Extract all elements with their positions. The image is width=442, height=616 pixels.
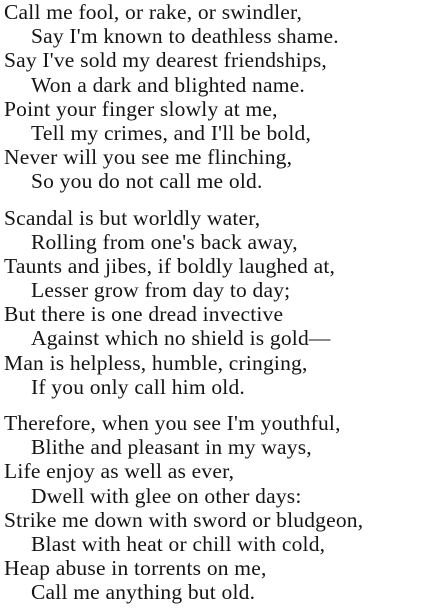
poem-line: Call me anything but old. <box>31 580 256 605</box>
poem-line: Say I'm known to deathless shame. <box>31 24 339 49</box>
poem-line: Strike me down with sword or bludgeon, <box>4 507 364 532</box>
poem-line: Heap abuse in torrents on me, <box>4 556 267 581</box>
stanza-3 <box>0 411 442 605</box>
poem-line: Tell my crimes, and I'll be bold, <box>31 120 312 145</box>
poem-line: Therefore, when you see I'm youthful, <box>4 411 341 435</box>
poem-line: Taunts and jibes, if boldly laughed at, <box>4 253 336 278</box>
poem-line: Blast with heat or chill with cold, <box>31 531 326 556</box>
poem-line: Won a dark and blighted name. <box>31 72 305 97</box>
poem-line: If you only call him old. <box>31 374 245 399</box>
poem-line: Blithe and pleasant in my ways, <box>31 435 312 460</box>
stanza-1 <box>0 0 442 194</box>
poem-line: Rolling from one's back away, <box>31 229 298 254</box>
poem-line: But there is one dread invective <box>4 302 284 327</box>
poem-line: Life enjoy as well as ever, <box>4 459 235 484</box>
poem-line: Man is helpless, humble, cringing, <box>4 350 308 375</box>
poem-line: Lesser grow from day to day; <box>31 278 291 303</box>
poem-line: Dwell with glee on other days: <box>31 483 302 508</box>
poem-line: Scandal is but worldly water, <box>4 205 261 230</box>
poem-line: Never will you see me flinching, <box>4 145 293 170</box>
poem-line: Point your finger slowly at me, <box>4 96 278 121</box>
poem-line: So you do not call me old. <box>31 169 263 194</box>
poem-line: Say I've sold my dearest friendships, <box>4 48 327 73</box>
stanza-2 <box>0 206 442 400</box>
poem-line: Against which no shield is gold— <box>31 326 331 351</box>
poem-line: Call me fool, or rake, or swindler, <box>4 0 303 24</box>
